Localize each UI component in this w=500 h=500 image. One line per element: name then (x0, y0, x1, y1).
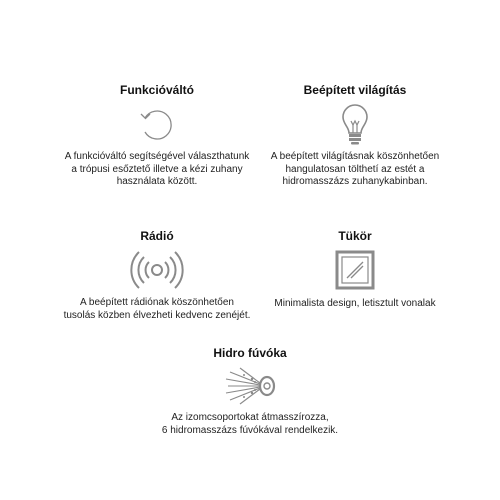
feature-title: Funkcióváltó (119, 83, 194, 97)
feature-title: Beépített világítás (303, 83, 407, 97)
feature-description: A funkcióváltó segítségével választhatunk a trópusi esőztető illetve a kézi zuhany használata között. (64, 151, 250, 187)
radio-waves-icon (130, 248, 184, 292)
feature-built-in-lighting (250, 83, 460, 189)
feature-title: Rádió (140, 229, 174, 243)
mirror-icon (333, 248, 377, 292)
feature-description: Az izomcsoportokat átmasszírozza, 6 hidromasszázs fúvókával rendelkezik. (161, 412, 339, 436)
feature-description: Minimalista design, letisztult vonalak (274, 298, 436, 309)
feature-description: A beépített világításnak köszönhetően hangulatosan tölthetí az estét a hidromasszázs zuhanykabinban. (270, 151, 440, 187)
rotate-arrow-icon (137, 105, 177, 145)
feature-mirror (250, 229, 460, 311)
feature-function-switch (40, 83, 274, 189)
feature-title: Hidro fúvóka (213, 346, 287, 360)
light-bulb-icon (335, 103, 375, 147)
feature-radio (40, 229, 274, 322)
feature-description: A beépített rádiónak köszönhetően tusolás közben élvezheti kedvenc zenéjét. (63, 297, 251, 321)
feature-hydro-jet (120, 346, 380, 437)
feature-title: Tükör (338, 229, 372, 243)
hydro-jet-icon (222, 366, 278, 406)
